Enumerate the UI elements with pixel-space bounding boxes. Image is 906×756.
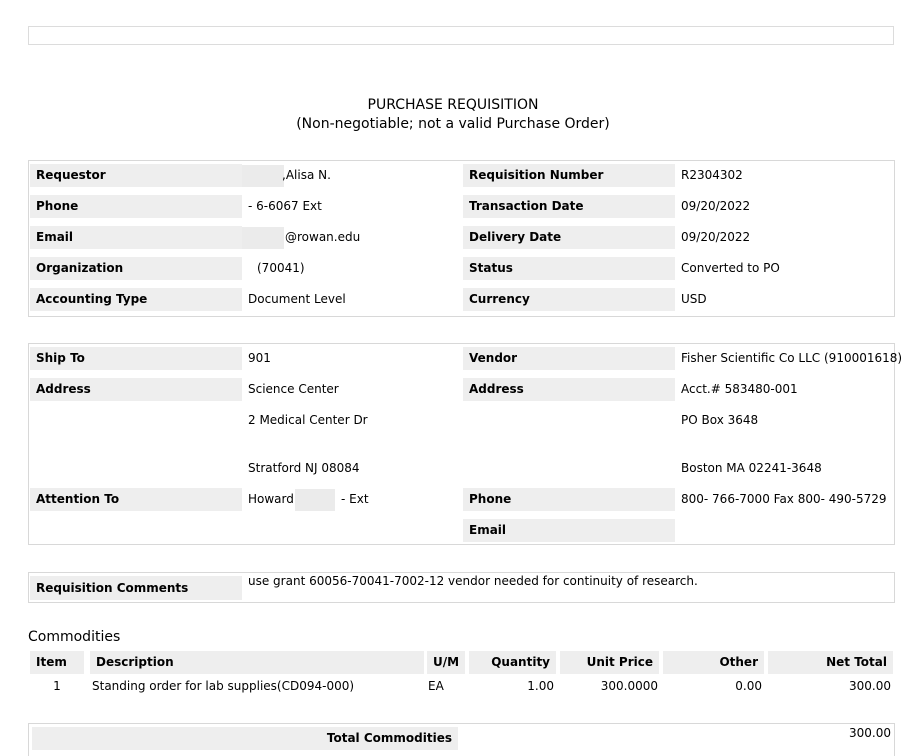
row-description: Standing order for lab supplies(CD094-000) (92, 679, 355, 693)
total-commodities-value: 300.00 (849, 726, 891, 740)
row-net-total: 300.00 (849, 679, 891, 693)
row-other: 0.00 (735, 679, 762, 693)
requisition-number-value: R2304302 (681, 168, 743, 182)
attention-first: Howard (248, 492, 294, 506)
ship-address-line3: Stratford NJ 08084 (248, 461, 360, 475)
top-bar (28, 26, 894, 45)
organization-label: Organization (30, 257, 242, 280)
currency-label: Currency (463, 288, 675, 311)
comments-text: use grant 60056-70041-7002-12 vendor needed for continuity of research. (248, 574, 698, 588)
shipping-panel (28, 343, 895, 545)
vendor-address-line1: Acct.# 583480-001 (681, 382, 798, 396)
requisition-number-label: Requisition Number (463, 164, 675, 187)
vendor-phone-label: Phone (463, 488, 675, 511)
commodities-heading: Commodities (28, 629, 121, 645)
organization-value: (70041) (257, 261, 305, 275)
attention-label: Attention To (30, 488, 242, 511)
accounting-type-value: Document Level (248, 292, 346, 306)
vendor-value: Fisher Scientific Co LLC (910001618) (681, 351, 903, 365)
vendor-address-line3: Boston MA 02241-3648 (681, 461, 822, 475)
redacted-block (242, 165, 284, 187)
col-um-header: U/M (427, 651, 465, 674)
row-quantity: 1.00 (527, 679, 554, 693)
currency-value: USD (681, 292, 707, 306)
vendor-phone-value: 800- 766-7000 Fax 800- 490-5729 (681, 492, 887, 506)
title-line: PURCHASE REQUISITION (367, 97, 539, 113)
redacted-block (242, 227, 284, 249)
comments-label: Requisition Comments (30, 576, 242, 600)
phone-label: Phone (30, 195, 242, 218)
row-item: 1 (53, 679, 61, 693)
col-net-total-header: Net Total (768, 651, 893, 674)
subtitle-line: (Non-negotiable; not a valid Purchase Order) (296, 116, 610, 132)
status-label: Status (463, 257, 675, 280)
vendor-address-line2: PO Box 3648 (681, 413, 759, 427)
transaction-date-value: 09/20/2022 (681, 199, 751, 213)
col-description-header: Description (90, 651, 424, 674)
ship-address-label: Address (30, 378, 242, 401)
col-other-header: Other (663, 651, 764, 674)
delivery-date-label: Delivery Date (463, 226, 675, 249)
requestor-value: ,Alisa N. (282, 168, 331, 182)
email-value: @rowan.edu (285, 230, 361, 244)
requestor-label: Requestor (30, 164, 242, 187)
accounting-type-label: Accounting Type (30, 288, 242, 311)
attention-ext: - Ext (341, 492, 369, 506)
ship-to-label: Ship To (30, 347, 242, 370)
ship-to-value: 901 (248, 351, 271, 365)
status-value: Converted to PO (681, 261, 780, 275)
col-quantity-header: Quantity (469, 651, 556, 674)
phone-value: - 6-6067 Ext (248, 199, 322, 213)
redacted-block (295, 489, 335, 511)
ship-address-line2: 2 Medical Center Dr (248, 413, 368, 427)
col-item-header: Item (30, 651, 84, 674)
ship-address-line1: Science Center (248, 382, 339, 396)
vendor-address-label: Address (463, 378, 675, 401)
col-unit-price-header: Unit Price (560, 651, 659, 674)
vendor-email-label: Email (463, 519, 675, 542)
row-um: EA (428, 679, 444, 693)
transaction-date-label: Transaction Date (463, 195, 675, 218)
total-commodities-label: Total Commodities (32, 727, 458, 750)
delivery-date-value: 09/20/2022 (681, 230, 751, 244)
email-label: Email (30, 226, 242, 249)
page-title (0, 96, 906, 134)
row-unit-price: 300.0000 (600, 679, 658, 693)
vendor-label: Vendor (463, 347, 675, 370)
